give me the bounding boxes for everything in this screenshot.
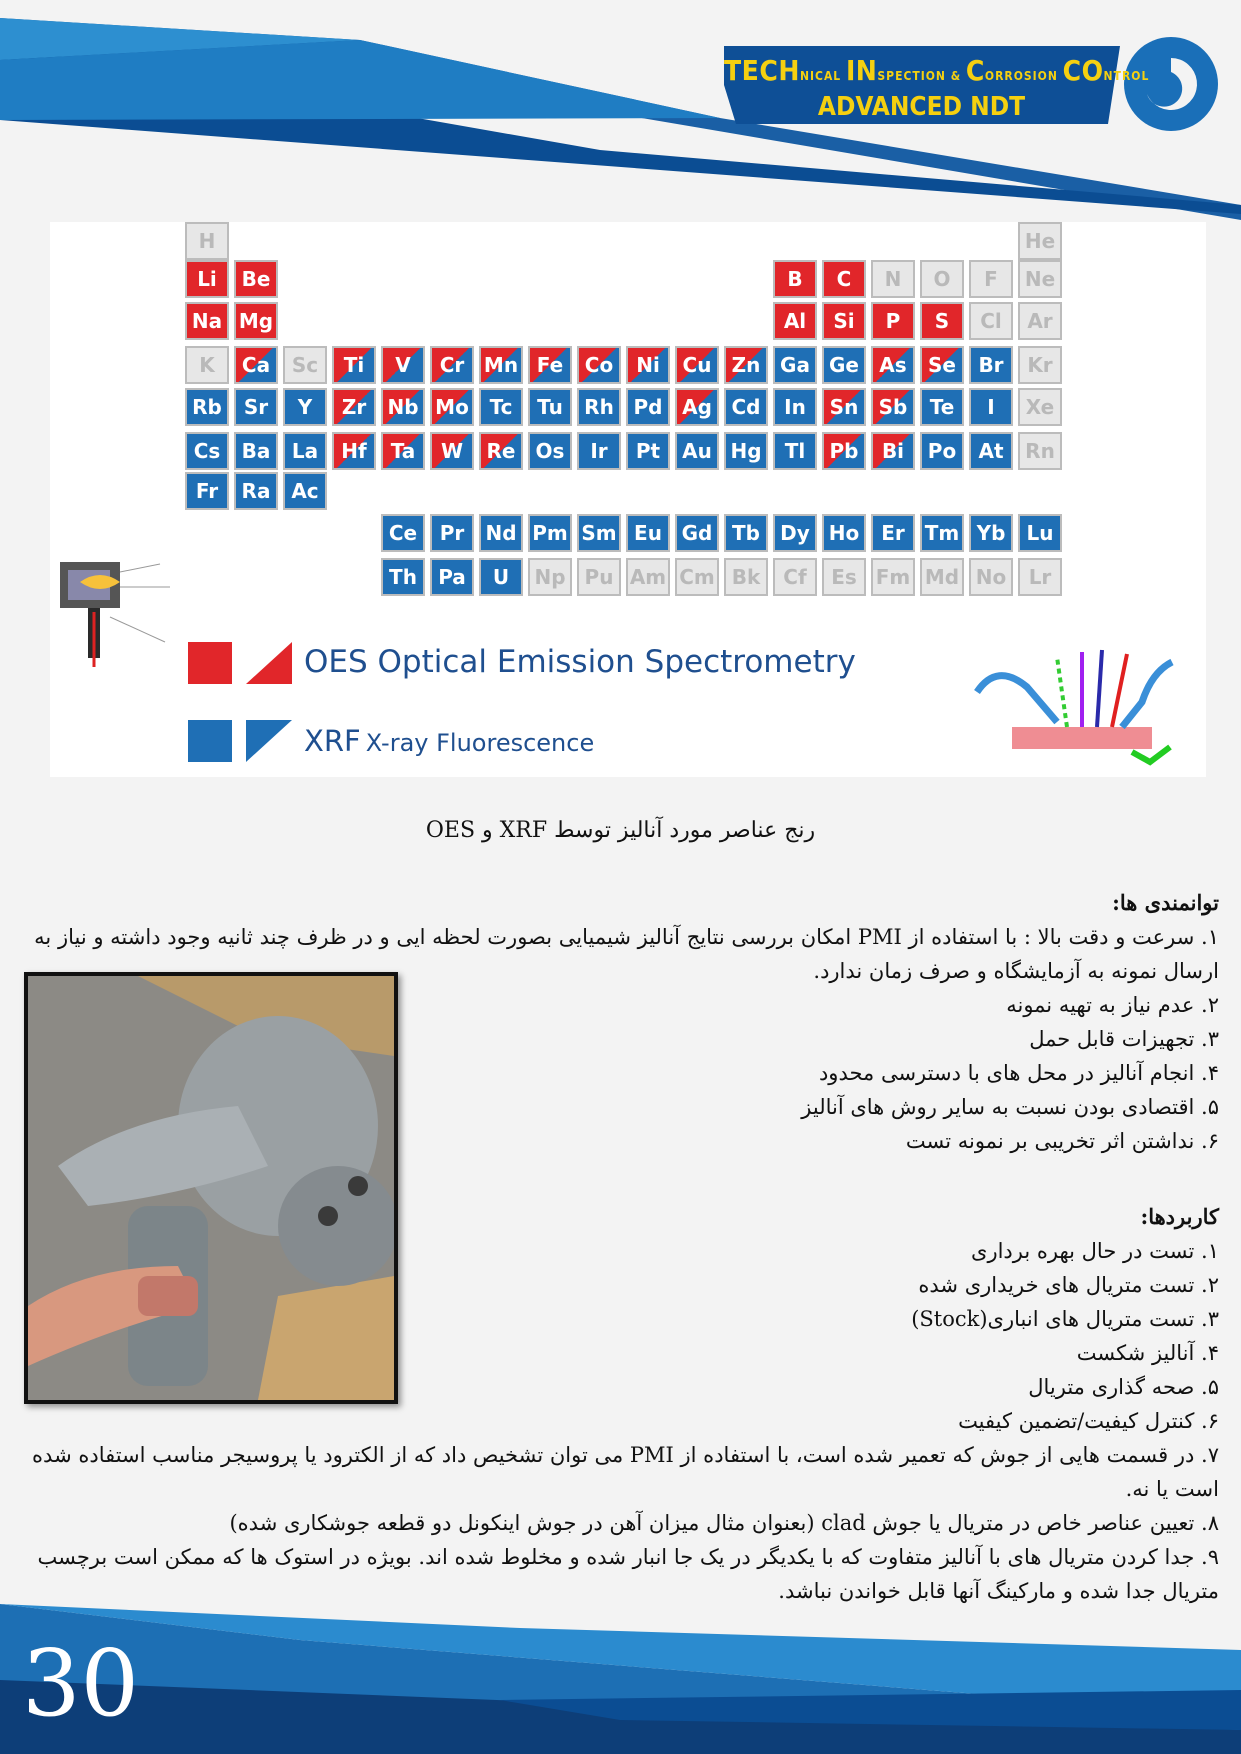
- element-cell-ba: [234, 432, 278, 470]
- element-cell-pr: [430, 514, 474, 552]
- element-symbol: Sr: [243, 395, 269, 419]
- element-cell-ho: [822, 514, 866, 552]
- element-symbol: Rh: [584, 395, 614, 419]
- element-symbol: Ar: [1027, 309, 1053, 333]
- element-cell-po: [920, 432, 964, 470]
- element-cell-pb: [822, 432, 866, 470]
- element-cell-be: [234, 260, 278, 298]
- element-cell-cd: [724, 388, 768, 426]
- element-cell-sn: [822, 388, 866, 426]
- element-symbol: Mg: [238, 309, 274, 333]
- application-item: ۴. آنالیز شکست: [1076, 1341, 1219, 1365]
- application-item: ۵. صحه گذاری متریال: [1028, 1375, 1219, 1399]
- element-cell-nb: [381, 388, 425, 426]
- element-symbol: Bi: [881, 439, 905, 463]
- element-symbol: In: [784, 395, 806, 419]
- element-symbol: Ra: [241, 479, 271, 503]
- element-cell-fr: [185, 472, 229, 510]
- element-cell-pm: [528, 514, 572, 552]
- element-cell-gd: [675, 514, 719, 552]
- element-cell-es: [822, 558, 866, 596]
- element-cell-hg: [724, 432, 768, 470]
- element-cell-kr: [1018, 346, 1062, 384]
- element-symbol: Kr: [1027, 353, 1053, 377]
- element-cell-li: [185, 260, 229, 298]
- element-symbol: Nb: [387, 395, 419, 419]
- element-symbol: Pa: [438, 565, 466, 589]
- element-cell-sm: [577, 514, 621, 552]
- element-symbol: Rn: [1025, 439, 1055, 463]
- element-cell-k: [185, 346, 229, 384]
- element-symbol: Ho: [828, 521, 860, 545]
- element-cell-ac: [283, 472, 327, 510]
- element-cell-pt: [626, 432, 670, 470]
- element-symbol: Y: [297, 395, 313, 419]
- element-symbol: Am: [629, 565, 667, 589]
- element-symbol: Ba: [241, 439, 271, 463]
- element-cell-y: [283, 388, 327, 426]
- element-symbol: Re: [486, 439, 516, 463]
- element-symbol: Tm: [924, 521, 960, 545]
- application-item: ۷. در قسمت هایی از جوش که تعمیر شده است، با استفاده از PMI می توان تشخیص داد که از الکترود یا پروسیجر مناسب استفاده شده است یا نه.: [32, 1443, 1219, 1501]
- brand-title: [724, 46, 1150, 124]
- element-symbol: O: [933, 267, 951, 291]
- element-cell-at: [969, 432, 1013, 470]
- element-symbol: Nd: [485, 521, 517, 545]
- element-cell-bi: [871, 432, 915, 470]
- element-cell-fe: [528, 346, 572, 384]
- legend-xrf-abbr: XRF: [304, 724, 361, 758]
- element-symbol: Mo: [435, 395, 469, 419]
- element-cell-bk: [724, 558, 768, 596]
- element-symbol: Si: [833, 309, 855, 333]
- application-item: ۲. تست متریال های خریداری شده: [918, 1273, 1219, 1297]
- oes-instrument-diagram: [50, 532, 210, 672]
- element-cell-tc: [479, 388, 523, 426]
- legend-oes-triangle: [246, 642, 292, 684]
- element-symbol: Na: [191, 309, 223, 333]
- element-symbol: Eu: [634, 521, 662, 545]
- element-cell-co: [577, 346, 621, 384]
- element-symbol: S: [934, 309, 950, 333]
- element-symbol: La: [291, 439, 319, 463]
- element-cell-sr: [234, 388, 278, 426]
- element-symbol: Co: [584, 353, 614, 377]
- capability-item: ۴. انجام آنالیز در محل های با دسترسی محدود: [818, 1061, 1219, 1085]
- element-cell-rh: [577, 388, 621, 426]
- element-cell-b: [773, 260, 817, 298]
- application-item: ۶. کنترل کیفیت/تضمین کیفیت: [958, 1409, 1219, 1433]
- element-cell-ir: [577, 432, 621, 470]
- element-symbol: B: [787, 267, 803, 291]
- element-symbol: Zr: [341, 395, 367, 419]
- element-symbol: Hg: [730, 439, 762, 463]
- element-cell-dy: [773, 514, 817, 552]
- element-cell-xe: [1018, 388, 1062, 426]
- element-symbol: Pm: [532, 521, 568, 545]
- element-symbol: Xe: [1025, 395, 1055, 419]
- element-cell-c: [822, 260, 866, 298]
- element-cell-np: [528, 558, 572, 596]
- element-cell-ga: [773, 346, 817, 384]
- element-cell-cf: [773, 558, 817, 596]
- element-symbol: Lr: [1028, 565, 1052, 589]
- capability-item: ۲. عدم نیاز به تهیه نمونه: [1006, 993, 1219, 1017]
- element-cell-ag: [675, 388, 719, 426]
- element-cell-lu: [1018, 514, 1062, 552]
- element-symbol: Yb: [976, 521, 1006, 545]
- element-cell-la: [283, 432, 327, 470]
- element-cell-mg: [234, 302, 278, 340]
- legend-xrf-full: X-ray Fluorescence: [365, 729, 595, 757]
- element-symbol: At: [978, 439, 1004, 463]
- element-symbol: Cl: [980, 309, 1002, 333]
- element-symbol: Sn: [829, 395, 859, 419]
- element-cell-ni: [626, 346, 670, 384]
- element-symbol: C: [836, 267, 852, 291]
- element-cell-u: [479, 558, 523, 596]
- element-symbol: Pu: [584, 565, 614, 589]
- element-symbol: Zn: [731, 353, 761, 377]
- element-cell-na: [185, 302, 229, 340]
- element-symbol: Ni: [636, 353, 660, 377]
- element-cell-i: [969, 388, 1013, 426]
- element-symbol: Tu: [537, 395, 563, 419]
- element-cell-si: [822, 302, 866, 340]
- figure-caption: رنج عناصر مورد آنالیز توسط XRF و OES: [425, 818, 816, 843]
- element-symbol: Cd: [731, 395, 761, 419]
- element-symbol: Ag: [682, 395, 712, 419]
- element-symbol: Al: [783, 309, 807, 333]
- element-symbol: Fr: [195, 479, 219, 503]
- element-cell-s: [920, 302, 964, 340]
- element-symbol: Np: [534, 565, 566, 589]
- element-symbol: Th: [389, 565, 417, 589]
- element-cell-no: [969, 558, 1013, 596]
- element-cell-au: [675, 432, 719, 470]
- element-cell-zr: [332, 388, 376, 426]
- element-symbol: No: [975, 565, 1007, 589]
- element-symbol: Ce: [388, 521, 418, 545]
- element-cell-pa: [430, 558, 474, 596]
- element-cell-ne: [1018, 260, 1062, 298]
- element-cell-mn: [479, 346, 523, 384]
- element-symbol: P: [885, 309, 901, 333]
- element-symbol: Pd: [633, 395, 663, 419]
- element-symbol: Se: [928, 353, 956, 377]
- page-number: 30: [22, 1630, 140, 1737]
- element-symbol: Mn: [483, 353, 519, 377]
- element-symbol: Md: [924, 565, 960, 589]
- element-cell-cs: [185, 432, 229, 470]
- element-cell-os: [528, 432, 572, 470]
- element-symbol: Br: [978, 353, 1004, 377]
- element-symbol: N: [884, 267, 902, 291]
- application-item: ۸. تعیین عناصر خاص در متریال یا جوش clad (بعنوان مثال میزان آهن در جوش اینکونل دو قطعه جوشکاری شده): [229, 1511, 1219, 1535]
- element-symbol: Sc: [291, 353, 319, 377]
- element-cell-th: [381, 558, 425, 596]
- capability-item: ۱. سرعت و دقت بالا : با استفاده از PMI امکان بررسی نتایج آنالیز شیمیایی بصورت لحظه ایی و در ظرف چند ثانیه وجود داشته و نیاز به ارسال نمونه به آزمایشگاه و صرف زمان ندارد.: [34, 925, 1219, 983]
- element-cell-zn: [724, 346, 768, 384]
- brand-line-1: TECHNICAL INSPECTION & CORROSION CONTROL: [724, 54, 1150, 87]
- element-symbol: I: [987, 395, 995, 419]
- element-symbol: Pt: [635, 439, 661, 463]
- capability-item: ۳. تجهیزات قابل حمل: [1029, 1027, 1219, 1051]
- element-symbol: Cm: [679, 565, 715, 589]
- element-cell-tm: [920, 514, 964, 552]
- element-cell-tb: [724, 514, 768, 552]
- element-symbol: K: [199, 353, 215, 377]
- element-cell-tu: [528, 388, 572, 426]
- element-cell-br: [969, 346, 1013, 384]
- element-symbol: Ti: [343, 353, 365, 377]
- element-cell-ar: [1018, 302, 1062, 340]
- element-symbol: Dy: [780, 521, 810, 545]
- element-cell-ra: [234, 472, 278, 510]
- element-symbol: Fm: [875, 565, 911, 589]
- application-item: ۱. تست در حال بهره برداری: [971, 1239, 1219, 1263]
- element-cell-ca: [234, 346, 278, 384]
- element-cell-w: [430, 432, 474, 470]
- element-cell-nd: [479, 514, 523, 552]
- element-cell-am: [626, 558, 670, 596]
- element-symbol: Ir: [590, 439, 608, 463]
- element-cell-yb: [969, 514, 1013, 552]
- element-cell-mo: [430, 388, 474, 426]
- element-symbol: Ge: [829, 353, 859, 377]
- element-symbol: Hf: [341, 439, 367, 463]
- element-symbol: Tl: [784, 439, 806, 463]
- element-symbol: As: [879, 353, 907, 377]
- legend-xrf-swatch: [188, 720, 232, 762]
- element-cell-ti: [332, 346, 376, 384]
- element-cell-o: [920, 260, 964, 298]
- element-symbol: Cu: [682, 353, 712, 377]
- element-cell-md: [920, 558, 964, 596]
- element-cell-lr: [1018, 558, 1062, 596]
- xrf-emission-diagram: [962, 632, 1206, 772]
- element-symbol: Ca: [241, 353, 271, 377]
- legend-oes-label: OES Optical Emission Spectrometry: [304, 644, 856, 680]
- element-symbol: Sb: [878, 395, 908, 419]
- element-cell-te: [920, 388, 964, 426]
- element-cell-cm: [675, 558, 719, 596]
- element-symbol: Cf: [783, 565, 807, 589]
- footer-banner: [0, 1580, 1241, 1754]
- element-cell-ce: [381, 514, 425, 552]
- element-symbol: Po: [927, 439, 957, 463]
- element-cell-cu: [675, 346, 719, 384]
- element-symbol: Fe: [536, 353, 564, 377]
- element-symbol: Cs: [193, 439, 221, 463]
- element-cell-ge: [822, 346, 866, 384]
- element-symbol: Lu: [1026, 521, 1054, 545]
- element-symbol: Er: [881, 521, 905, 545]
- element-cell-cr: [430, 346, 474, 384]
- element-symbol: V: [395, 353, 411, 377]
- element-cell-tl: [773, 432, 817, 470]
- element-cell-re: [479, 432, 523, 470]
- capability-item: ۶. نداشتن اثر تخریبی بر نمونه تست: [905, 1129, 1219, 1153]
- element-symbol: H: [198, 229, 216, 253]
- application-item: ۹. جدا کردن متریال های با آنالیز متفاوت که با یکدیگر در یک جا انبار شده و مخلوط شده اند. بویژه در استوک ها که ممکن است برچسب متریال جدا شده و مارکینگ آنها قابل خواندن نباشد.: [37, 1545, 1219, 1603]
- element-cell-n: [871, 260, 915, 298]
- periodic-table-figure: [50, 222, 1206, 777]
- element-cell-pd: [626, 388, 670, 426]
- element-symbol: U: [492, 565, 510, 589]
- element-cell-v: [381, 346, 425, 384]
- element-symbol: W: [440, 439, 464, 463]
- element-symbol: Li: [197, 267, 217, 291]
- applications-heading: کاربردها:: [1140, 1204, 1219, 1229]
- element-symbol: Ga: [780, 353, 810, 377]
- element-cell-al: [773, 302, 817, 340]
- element-cell-h: [185, 222, 229, 260]
- element-cell-eu: [626, 514, 670, 552]
- brand-line-2: ADVANCED NDT: [817, 92, 1026, 122]
- element-cell-cl: [969, 302, 1013, 340]
- legend-xrf-label: [304, 724, 594, 758]
- element-cell-f: [969, 260, 1013, 298]
- element-cell-sb: [871, 388, 915, 426]
- element-cell-er: [871, 514, 915, 552]
- element-symbol: He: [1024, 229, 1056, 253]
- element-symbol: Te: [929, 395, 955, 419]
- element-cell-he: [1018, 222, 1062, 260]
- element-symbol: Pr: [439, 521, 465, 545]
- legend-oes-swatch: [188, 642, 232, 684]
- element-symbol: Es: [831, 565, 857, 589]
- element-cell-rb: [185, 388, 229, 426]
- application-item: ۳. تست متریال های انباری(Stock): [911, 1307, 1219, 1331]
- element-cell-rn: [1018, 432, 1062, 470]
- element-symbol: Be: [241, 267, 271, 291]
- element-symbol: Os: [535, 439, 565, 463]
- element-cell-p: [871, 302, 915, 340]
- element-cell-as: [871, 346, 915, 384]
- element-symbol: Tc: [489, 395, 513, 419]
- element-cell-pu: [577, 558, 621, 596]
- element-symbol: Pb: [829, 439, 859, 463]
- element-symbol: Sm: [581, 521, 617, 545]
- element-cell-se: [920, 346, 964, 384]
- element-cell-hf: [332, 432, 376, 470]
- capability-item: ۵. اقتصادی بودن نسبت به سایر روش های آنالیز: [801, 1095, 1219, 1119]
- element-symbol: Bk: [731, 565, 761, 589]
- capabilities-heading: توانمندی ها:: [1112, 890, 1219, 915]
- element-cell-sc: [283, 346, 327, 384]
- element-symbol: Cr: [439, 353, 465, 377]
- element-symbol: Ta: [390, 439, 416, 463]
- element-symbol: Rb: [192, 395, 222, 419]
- element-cell-fm: [871, 558, 915, 596]
- element-symbol: Tb: [732, 521, 760, 545]
- element-cell-ta: [381, 432, 425, 470]
- element-symbol: Ne: [1024, 267, 1056, 291]
- element-symbol: Ac: [291, 479, 319, 503]
- element-cell-in: [773, 388, 817, 426]
- element-symbol: Au: [682, 439, 712, 463]
- element-symbol: Gd: [681, 521, 713, 545]
- element-symbol: F: [984, 267, 998, 291]
- analyzer-photo: [24, 972, 398, 1404]
- legend-xrf-triangle: [246, 720, 292, 762]
